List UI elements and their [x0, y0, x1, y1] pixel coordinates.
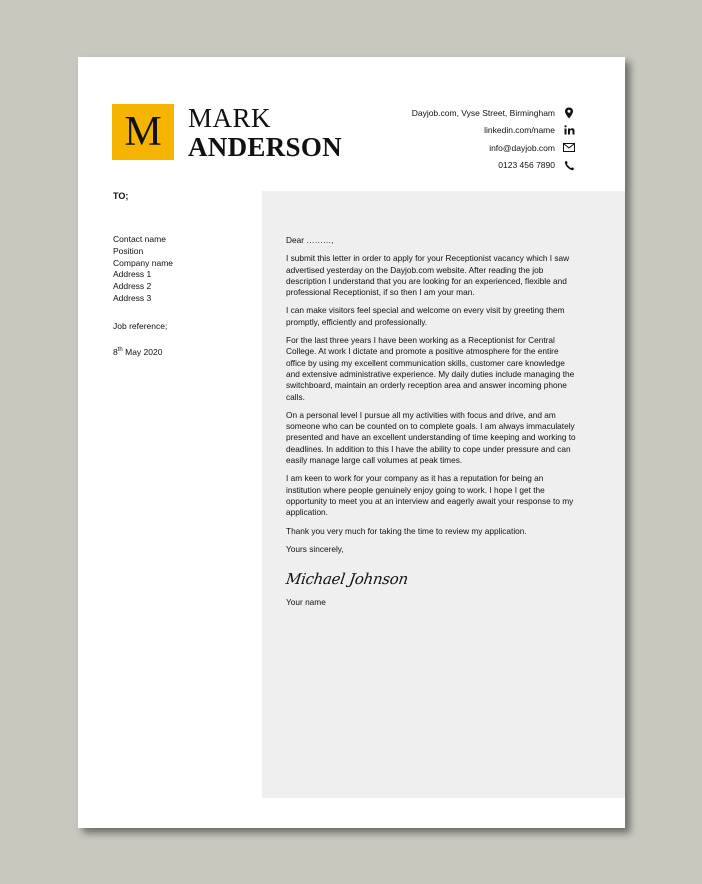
contact-phone-text: 0123 456 7890 [498, 160, 555, 171]
date-rest: May 2020 [122, 346, 163, 357]
applicant-name [188, 105, 342, 161]
your-name: Your name [286, 597, 326, 608]
letter-paragraph-6: Thank you very much for taking the time to review my application. [286, 525, 527, 536]
contact-linkedin [412, 122, 575, 140]
first-name: MARK [188, 103, 272, 133]
letter-paragraph-5: I am keen to work for your company as it has a reputation for being an institution where people genuinely enjoy going to work. I hope I get the opportunity to meet you at an interview and eagerly await your response to my application. [286, 473, 574, 518]
last-name: ANDERSON [188, 132, 342, 162]
linkedin-icon [563, 124, 575, 136]
contact-phone [412, 157, 575, 175]
phone-icon [563, 159, 575, 171]
monogram-letter: M [124, 109, 162, 155]
letter-page [78, 57, 625, 828]
recipient-column [113, 191, 253, 357]
contact-block [412, 104, 575, 174]
contact-email [412, 139, 575, 157]
to-label: TO; [113, 191, 129, 201]
letter-date [113, 347, 253, 357]
date-suffix: th [117, 346, 123, 353]
recipient-address-1: Address 1 [113, 269, 152, 280]
recipient-company: Company name [113, 257, 174, 268]
date-day: 8 [113, 346, 118, 357]
closing: Yours sincerely, [286, 543, 344, 554]
letter-paragraph-4: On a personal level I pursue all my activities with focus and drive, and am someone who can be counted on to complete goals. I am always immaculately presented and have an excellent understanding of time keeping and working to deadlines. In addition to this I have the ability to cope under pressure and can easily manage large call volumes at peak times. [286, 409, 576, 466]
mail-icon [563, 142, 575, 154]
job-reference: Job reference; [113, 320, 168, 331]
letter-paragraph-2: I can make visitors feel special and welcome on every visit by greeting them promptly, efficiently and professionally. [286, 305, 565, 327]
contact-address-text: Dayjob.com, Vyse Street, Birmingham [411, 107, 555, 118]
letter-body-panel [262, 191, 625, 798]
contact-address [412, 104, 575, 122]
contact-email-text: info@dayjob.com [489, 142, 555, 153]
location-pin-icon [563, 107, 575, 119]
monogram-logo [112, 104, 174, 160]
letter-body [286, 235, 578, 616]
recipient-contact-name: Contact name [113, 234, 166, 244]
recipient-address-3: Address 3 [113, 292, 152, 303]
recipient-address [113, 234, 253, 305]
salutation: Dear ………, [286, 235, 334, 245]
letter-paragraph-1: I submit this letter in order to apply for your Receptionist vacancy which I saw advertised yesterday on the Dayjob.com website. After reading the job description I understand that you are looking for an experienced, flexible and professional Receptionist, if so then I am your man. [286, 253, 570, 298]
contact-linkedin-text: linkedin.com/name [484, 125, 555, 136]
signature: Michael Johnson [284, 570, 410, 589]
letter-paragraph-3: For the last three years I have been working as a Receptionist for Central College. At work I dictate and promote a positive atmosphere for the entire office by using my excellent communication skills, customer care knowledge and extensive administrative experience. My daily duties include managing the switchboard, maintain an orderly reception area and answer incoming phone calls. [286, 335, 575, 402]
recipient-address-2: Address 2 [113, 281, 152, 292]
recipient-position: Position [113, 245, 144, 256]
